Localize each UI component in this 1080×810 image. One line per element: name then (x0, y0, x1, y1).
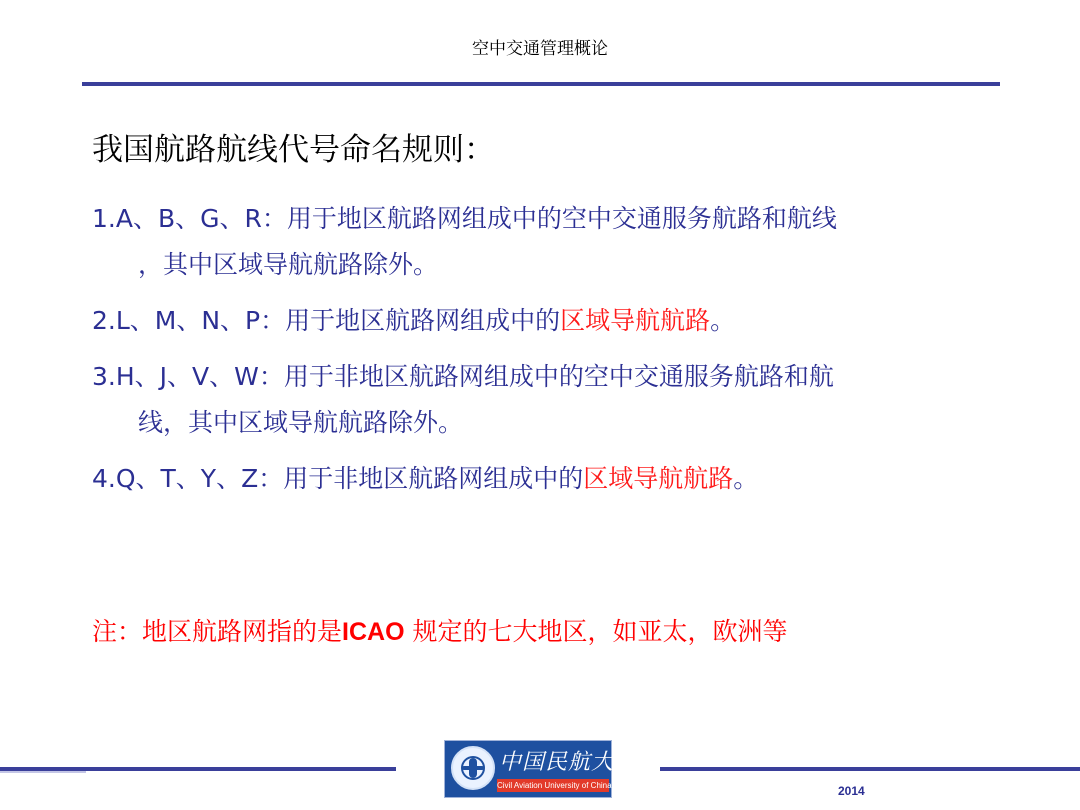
header-title: 空中交通管理概论 (472, 39, 608, 59)
rule-4-end: 。 (733, 464, 759, 493)
rule-item-4 (92, 456, 1002, 502)
footer-divider-right (660, 767, 1080, 771)
footer-divider-fade (0, 771, 86, 773)
rule-3-line-2: 线，其中区域导航航路除外。 (138, 408, 464, 437)
rule-1-line-2: ，其中区域导航航路除外。 (138, 250, 439, 279)
header-divider (82, 82, 1000, 86)
logo-chinese-name: 中国民航大学 (499, 750, 638, 775)
footnote-icao: ICAO (342, 618, 405, 646)
footnote (92, 612, 787, 648)
footer-year: 2014 (838, 784, 865, 798)
footnote-text: 注：地区航路网指的是 (92, 617, 343, 646)
university-emblem-icon (451, 746, 495, 790)
slide-title: 我国航路航线代号命名规则： (92, 132, 495, 168)
rule-2-end: 。 (710, 306, 736, 335)
footnote-rest: 规定的七大地区，如亚太，欧洲等 (404, 617, 788, 646)
rule-2-highlight: 区域导航航路 (560, 306, 711, 335)
rule-item-1 (92, 196, 1002, 288)
rules-list (92, 196, 1002, 512)
rule-4-highlight: 区域导航航路 (583, 464, 734, 493)
rule-2-text: 2.L、M、N、P：用于地区航路网组成中的 (92, 306, 561, 335)
logo-english-name: Civil Aviation University of China (497, 781, 612, 790)
rule-3-line-1: 3.H、J、V、W：用于非地区航路网组成中的空中交通服务航路和航 (92, 362, 834, 391)
university-logo (444, 740, 638, 798)
rule-item-3 (92, 354, 1002, 446)
rule-item-2 (92, 298, 1002, 344)
rule-4-text: 4.Q、T、Y、Z：用于非地区航路网组成中的 (92, 464, 584, 493)
rule-1-line-1: 1.A、B、G、R：用于地区航路网组成中的空中交通服务航路和航线 (92, 204, 837, 233)
